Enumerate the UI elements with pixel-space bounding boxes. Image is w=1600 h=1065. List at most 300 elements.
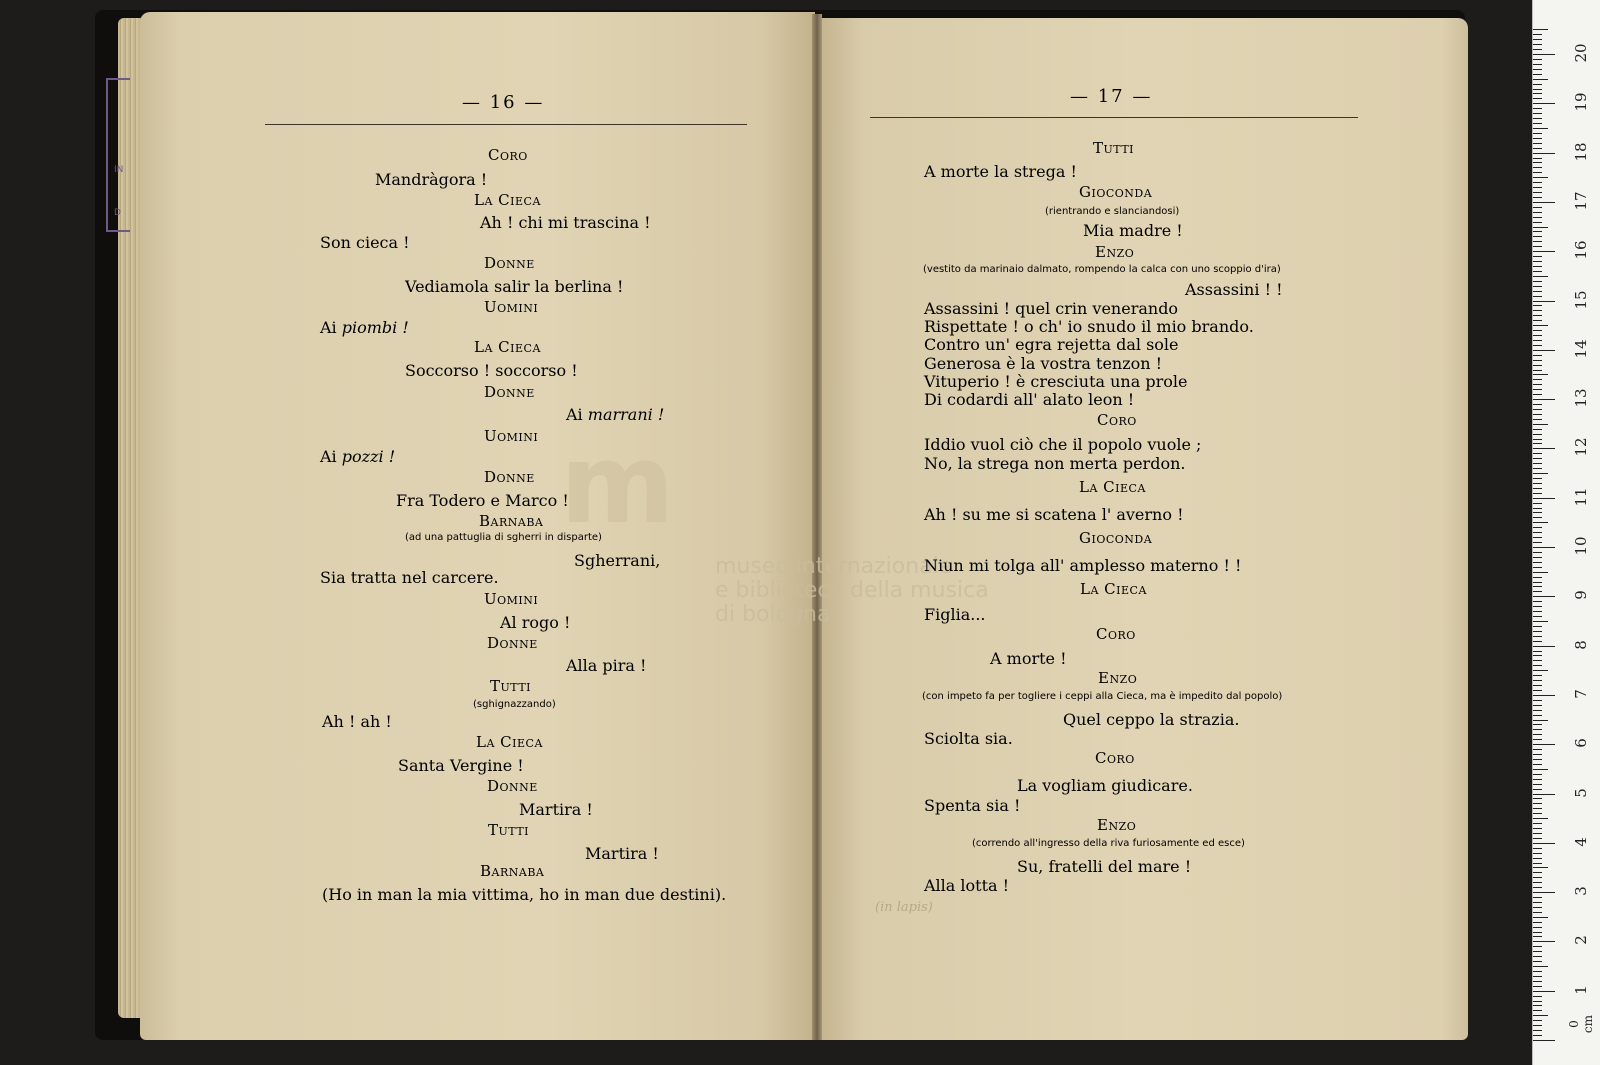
ruler-tick [1533,749,1542,750]
ruler-tick [1533,404,1542,405]
ruler-tick [1533,498,1555,499]
ruler-tick [1533,414,1542,415]
speaker-name: Coro [1097,411,1137,429]
ruler-tick [1533,562,1542,563]
ruler-tick [1533,473,1548,474]
libretto-verse: Ai pozzi ! [320,447,396,466]
ruler-tick [1533,646,1555,647]
speaker-name: Donne [484,468,535,486]
speaker-name: Uomini [484,427,539,445]
ruler-tick [1533,606,1542,607]
ruler-tick [1533,956,1542,957]
ruler-tick [1533,320,1542,321]
ruler-tick [1533,784,1542,785]
stage-direction: (con impeto fa per togliere i ceppi alla Cieca, ma è impedito dal popolo) [922,691,1283,702]
ruler-tick [1533,29,1548,30]
ruler-tick [1533,843,1555,844]
ruler-tick [1533,182,1542,183]
ruler-number: 15 [1572,289,1590,310]
ruler-tick [1533,724,1542,725]
ruler-tick [1533,503,1542,504]
ruler-number: 10 [1572,536,1590,556]
ruler-tick [1533,335,1542,336]
ruler-tick [1533,951,1542,952]
ruler-tick [1533,961,1542,962]
speaker-name: Tutti [490,677,531,695]
ruler-tick [1533,996,1542,997]
ruler-tick [1533,631,1542,632]
ruler-tick [1533,478,1542,479]
ruler-tick [1533,108,1542,109]
ruler-tick [1533,670,1548,671]
ruler-tick [1533,882,1542,883]
ruler-tick [1533,69,1542,70]
ruler-tick [1533,828,1542,829]
libretto-verse: Assassini ! ! [1185,280,1283,299]
ruler-tick [1533,296,1542,297]
ruler-tick [1533,79,1548,80]
libretto-verse: Fra Todero e Marco ! [396,491,569,510]
ruler-tick [1533,360,1542,361]
watermark-line: e biblioteca della musica [715,578,989,603]
ruler-tick [1533,764,1542,765]
speaker-name: Donne [484,383,535,401]
ruler-tick [1533,621,1548,622]
libretto-verse: Ah ! su me si scatena l' averno ! [924,505,1184,524]
libretto-verse: Sciolta sia. [924,729,1013,748]
ruler-tick [1533,754,1542,755]
libretto-verse: Sgherrani, [574,551,661,570]
header-rule-left [265,124,747,125]
ruler-tick [1533,991,1555,992]
speaker-name: Uomini [484,590,539,608]
ruler-tick [1533,439,1542,440]
libretto-verse: Son cieca ! [320,233,410,252]
libretto-verse: Ai piombi ! [320,318,409,337]
ruler-tick [1533,488,1542,489]
italic-word: piombi ! [341,318,409,337]
ruler-tick [1533,212,1542,213]
ruler-tick [1533,266,1542,267]
ruler-tick [1533,710,1542,711]
speaker-name: Tutti [1093,139,1134,157]
libretto-verse: Mandràgora ! [375,170,488,189]
libretto-verse: Mia madre ! [1083,221,1183,240]
ruler-tick [1533,1020,1542,1021]
ruler-tick [1533,744,1555,745]
ruler-tick [1533,902,1542,903]
ruler-tick [1533,794,1555,795]
ruler-tick [1533,128,1548,129]
ruler-tick [1533,655,1542,656]
ruler-tick [1533,813,1542,814]
ruler-tick [1533,808,1542,809]
stage-direction: (vestito da marinaio dalmato, rompendo la calca con uno scoppio d'ira) [923,264,1281,275]
ruler-tick [1533,443,1542,444]
ruler-number: 8 [1572,639,1590,650]
libretto-verse: Ah ! chi mi trascina ! [480,213,651,232]
ruler-tick [1533,729,1542,730]
ruler-tick [1533,872,1542,873]
ruler-tick [1533,586,1542,587]
speaker-name: Enzo [1095,243,1135,261]
ruler-tick [1533,419,1542,420]
ruler-tick [1533,582,1542,583]
ruler-tick [1533,148,1542,149]
libretto-verse: La vogliam giudicare. [1017,776,1193,795]
ruler-tick [1533,231,1542,232]
ruler-tick [1533,818,1548,819]
ruler-tick [1533,310,1542,311]
stage-direction: (sghignazzando) [473,699,556,710]
ruler-tick [1533,49,1542,50]
speaker-name: Donne [484,254,535,272]
ruler-tick [1533,172,1542,173]
ruler-tick [1533,192,1542,193]
ruler-tick [1533,739,1542,740]
ruler-tick [1533,695,1555,696]
ruler-tick [1533,340,1542,341]
ruler-tick [1533,44,1542,45]
ruler-tick [1533,217,1542,218]
libretto-verse: A morte ! [990,649,1067,668]
ruler-tick [1533,448,1555,449]
ruler-tick [1533,527,1542,528]
ruler-tick [1533,922,1542,923]
book-gutter [812,14,822,1040]
ruler-tick [1533,118,1542,119]
ruler-tick [1533,227,1548,228]
libretto-verse: A morte la strega ! [924,162,1077,181]
library-stamp [106,78,130,232]
ruler-tick [1533,1040,1555,1041]
libretto-verse: Santa Vergine ! [398,756,524,775]
ruler-number: 3 [1572,886,1590,896]
ruler-tick [1533,887,1542,888]
ruler-tick [1533,907,1542,908]
ruler-tick [1533,522,1548,523]
libretto-verse: Generosa è la vostra tenzon ! [924,354,1163,373]
ruler-tick [1533,547,1555,548]
ruler-tick [1533,557,1542,558]
ruler-unit-label: 0 cm [1567,1014,1595,1034]
ruler-tick [1533,1025,1542,1026]
ruler-number: 16 [1572,240,1590,260]
ruler-tick [1533,863,1542,864]
ruler-tick [1533,769,1548,770]
speaker-name: La Cieca [476,733,543,751]
ruler-tick [1533,202,1555,203]
ruler-tick [1533,567,1542,568]
ruler-tick [1533,39,1542,40]
ruler-tick [1533,853,1542,854]
ruler-tick [1533,281,1542,282]
ruler-tick [1533,89,1542,90]
ruler-tick [1533,133,1542,134]
speaker-name: Donne [487,634,538,652]
ruler-tick [1533,236,1542,237]
libretto-verse: (Ho in man la mia vittima, ho in man due destini). [322,885,727,904]
ruler-tick [1533,601,1542,602]
ruler-tick [1533,759,1542,760]
ruler-tick [1533,798,1542,799]
ruler-number: 4 [1572,837,1590,847]
ruler-tick [1533,286,1542,287]
ruler-tick [1533,389,1542,390]
ruler-number: 14 [1572,339,1590,359]
italic-word: pozzi ! [341,447,396,466]
stage-direction: (ad una pattuglia di sgherri in disparte) [405,532,602,543]
ruler-tick [1533,700,1542,701]
watermark-line: museo internazionale [715,554,953,579]
ruler-tick [1533,1030,1542,1031]
ruler-tick [1533,384,1542,385]
ruler-tick [1533,941,1555,942]
ruler-tick [1533,858,1542,859]
ruler-tick [1533,833,1542,834]
ruler-number: 9 [1572,590,1590,601]
ruler-tick [1533,261,1542,262]
ruler-tick [1533,517,1542,518]
ruler-tick [1533,345,1542,346]
ruler-tick [1533,429,1542,430]
ruler-tick [1533,577,1542,578]
ruler-tick [1533,641,1542,642]
ruler-tick [1533,98,1542,99]
libretto-verse: Alla pira ! [566,656,647,675]
watermark-line: di bologna [715,602,831,627]
ruler-tick [1533,158,1542,159]
header-rule-right [870,117,1358,118]
ruler-tick [1533,453,1542,454]
ruler-tick [1533,399,1555,400]
ruler-tick [1533,493,1542,494]
ruler-tick [1533,483,1542,484]
libretto-verse: Su, fratelli del mare ! [1017,857,1192,876]
ruler-tick [1533,779,1542,780]
libretto-verse: Ah ! ah ! [322,712,392,731]
ruler-tick [1533,789,1542,790]
ruler-tick [1533,458,1542,459]
ruler-number: 2 [1572,935,1590,946]
pencil-note: (in lapis) [875,900,933,915]
speaker-name: Enzo [1098,669,1138,687]
ruler-number: 13 [1572,388,1590,408]
libretto-verse: Ai marrani ! [566,405,665,424]
ruler-tick [1533,690,1542,691]
ruler-tick [1533,616,1542,617]
ruler-tick [1533,207,1542,208]
ruler-tick [1533,409,1542,410]
ruler-number: 20 [1572,43,1590,63]
ruler-tick [1533,867,1548,868]
libretto-verse: Sia tratta nel carcere. [320,568,499,587]
ruler-tick [1533,301,1555,302]
ruler-tick [1533,981,1542,982]
ruler-number: 12 [1572,437,1590,457]
ruler-tick [1533,123,1542,124]
ruler-tick [1533,1001,1542,1002]
libretto-verse: Soccorso ! soccorso ! [405,361,578,380]
ruler-tick [1533,720,1548,721]
ruler-tick [1533,1015,1548,1016]
ruler-tick [1533,59,1542,60]
ruler-tick [1533,685,1542,686]
page-number-left: — 16 — [462,92,545,113]
ruler-tick [1533,892,1555,893]
libretto-verse: Alla lotta ! [924,876,1010,895]
ruler-tick [1533,542,1542,543]
ruler-tick [1533,93,1542,94]
watermark-logo-icon: m [560,420,675,548]
ruler-number: 5 [1572,787,1590,798]
speaker-name: La Cieca [1079,478,1146,496]
ruler-tick [1533,936,1542,937]
page-number-right: — 17 — [1070,86,1153,107]
ruler-tick [1533,803,1542,804]
ruler-number: 7 [1572,689,1590,699]
ruler-number: 11 [1572,487,1590,507]
libretto-verse: Spenta sia ! [924,796,1021,815]
ruler-tick [1533,1010,1542,1011]
italic-word: marrani ! [587,405,665,424]
ruler-tick [1533,734,1542,735]
ruler-tick [1533,276,1548,277]
ruler-tick [1533,434,1542,435]
libretto-verse: Figlia... [924,605,986,624]
ruler-tick [1533,1035,1542,1036]
speaker-name: La Cieca [474,338,541,356]
ruler-tick [1533,877,1542,878]
ruler-tick [1533,848,1542,849]
ruler-tick [1533,251,1555,252]
ruler-tick [1533,552,1542,553]
speaker-name: La Cieca [474,191,541,209]
ruler-tick [1533,271,1542,272]
ruler-tick [1533,508,1542,509]
libretto-verse: Vediamola salir la berlina ! [405,277,624,296]
stamp-text-2: D [114,208,121,218]
ruler-tick [1533,512,1542,513]
ruler-tick [1533,532,1542,533]
ruler-tick [1533,463,1542,464]
ruler-tick [1533,54,1555,55]
ruler-tick [1533,774,1542,775]
speaker-name: Coro [1095,749,1135,767]
ruler-tick [1533,330,1542,331]
ruler-tick [1533,823,1542,824]
ruler-tick [1533,932,1542,933]
ruler-tick [1533,74,1542,75]
ruler-tick [1533,315,1542,316]
speaker-name: Donne [487,777,538,795]
libretto-verse: Assassini ! quel crin venerando [924,299,1179,318]
libretto-verse: Martira ! [585,844,659,863]
ruler-tick [1533,966,1548,967]
ruler-tick [1533,370,1542,371]
ruler-tick [1533,64,1542,65]
ruler-tick [1533,350,1555,351]
ruler-tick [1533,187,1542,188]
ruler-tick [1533,976,1542,977]
ruler-number: 18 [1572,142,1590,162]
speaker-name: Enzo [1097,816,1137,834]
speaker-name: Uomini [484,298,539,316]
libretto-verse: Di codardi all' alato leon ! [924,390,1135,409]
ruler-tick [1533,424,1548,425]
ruler-tick [1533,591,1542,592]
libretto-verse: Vituperio ! è cresciuta una prole [924,372,1188,391]
ruler-tick [1533,705,1542,706]
measurement-ruler [1532,0,1600,1065]
ruler-tick [1533,222,1542,223]
ruler-tick [1533,241,1542,242]
speaker-name: Barnaba [479,512,544,530]
libretto-verse: Al rogo ! [500,613,571,632]
ruler-tick [1533,34,1542,35]
ruler-tick [1533,626,1542,627]
ruler-tick [1533,325,1548,326]
ruler-tick [1533,927,1542,928]
ruler-tick [1533,636,1542,637]
libretto-verse: Niun mi tolga all' amplesso materno ! ! [924,556,1242,575]
ruler-tick [1533,537,1542,538]
ruler-tick [1533,1005,1542,1006]
ruler-tick [1533,838,1542,839]
ruler-tick [1533,572,1548,573]
ruler-tick [1533,596,1555,597]
speaker-name: Barnaba [480,862,545,880]
ruler-number: 1 [1572,984,1590,995]
ruler-tick [1533,84,1542,85]
ruler-tick [1533,167,1542,168]
ruler-tick [1533,355,1542,356]
ruler-number: 6 [1572,738,1590,748]
ruler-tick [1533,715,1542,716]
speaker-name: La Cieca [1080,580,1147,598]
ruler-tick [1533,256,1542,257]
ruler-tick [1533,143,1542,144]
libretto-verse: Rispettate ! o ch' io snudo il mio brando. [924,317,1254,336]
ruler-tick [1533,611,1542,612]
speaker-name: Tutti [488,821,529,839]
ruler-tick [1533,246,1542,247]
speaker-name: Coro [1096,625,1136,643]
libretto-verse: Martira ! [519,800,593,819]
libretto-verse: No, la strega non merta perdon. [924,454,1186,473]
ruler-tick [1533,365,1542,366]
ruler-tick [1533,912,1542,913]
ruler-tick [1533,897,1542,898]
ruler-tick [1533,379,1542,380]
ruler-tick [1533,660,1542,661]
ruler-tick [1533,138,1542,139]
ruler-tick [1533,665,1542,666]
ruler-tick [1533,103,1555,104]
ruler-tick [1533,197,1542,198]
ruler-number: 17 [1572,191,1590,211]
ruler-tick [1533,675,1542,676]
ruler-tick [1533,986,1542,987]
libretto-verse: Contro un' egra rejetta dal sole [924,335,1179,354]
ruler-number: 19 [1572,92,1590,112]
speaker-name: Coro [488,146,528,164]
ruler-tick [1533,153,1555,154]
ruler-tick [1533,394,1542,395]
ruler-tick [1533,305,1542,306]
ruler-tick [1533,113,1542,114]
stage-direction: (rientrando e slanciandosi) [1045,206,1180,217]
